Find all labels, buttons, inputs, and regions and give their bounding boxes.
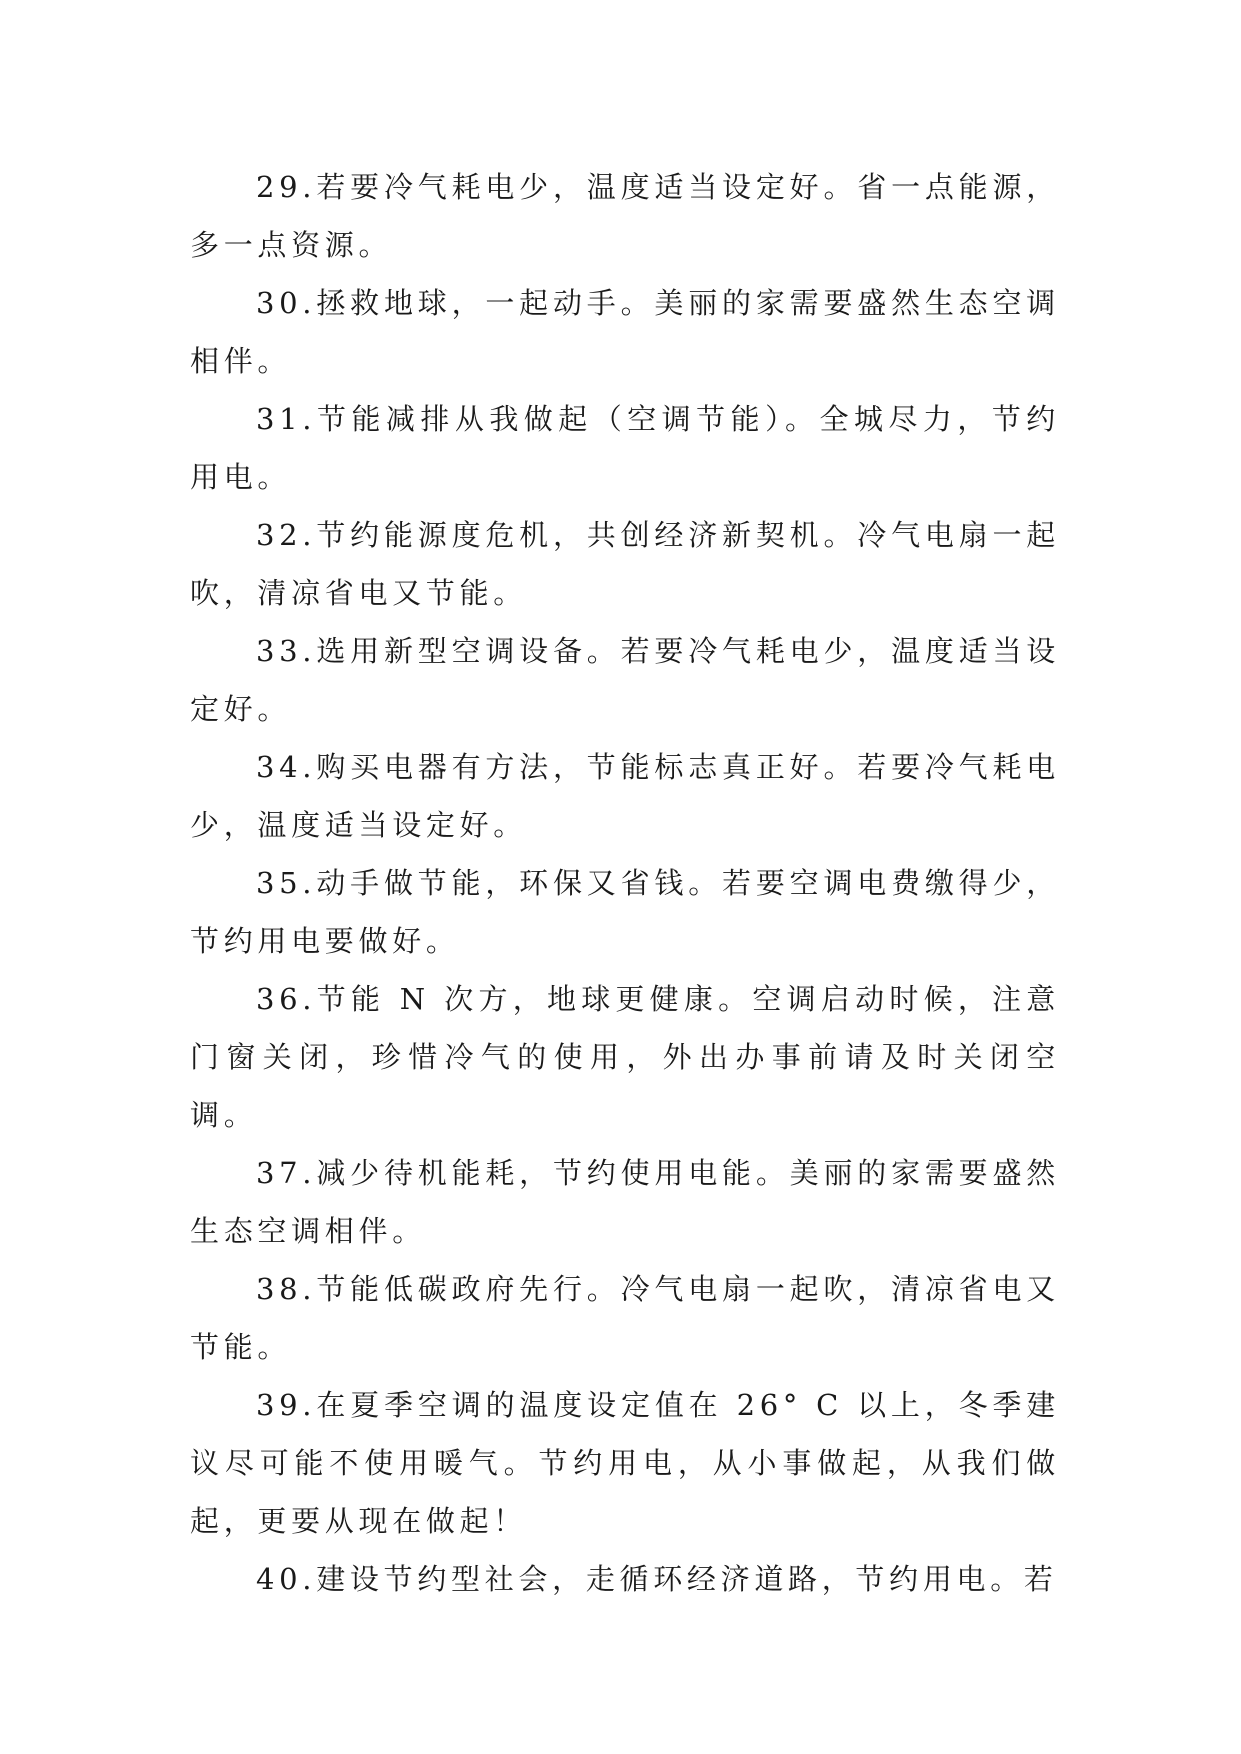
paragraph-29 xyxy=(190,158,1060,274)
paragraph-31 xyxy=(190,390,1060,506)
paragraph-number: 38. xyxy=(256,1272,317,1306)
paragraph-36 xyxy=(190,970,1060,1144)
paragraph-number: 37. xyxy=(256,1156,317,1190)
paragraph-number: 30. xyxy=(256,286,317,320)
paragraph-text: 节能减排从我做起（空调节能）。全城尽力，节约用电。 xyxy=(190,402,1060,494)
paragraph-text: 减少待机能耗，节约使用电能。美丽的家需要盛然生态空调相伴。 xyxy=(190,1156,1060,1248)
paragraph-30 xyxy=(190,274,1060,390)
paragraph-34 xyxy=(190,738,1060,854)
paragraph-text: 建设节约型社会，走循环经济道路，节约用电。若 xyxy=(316,1562,1058,1596)
paragraph-33 xyxy=(190,622,1060,738)
paragraph-text: 节能低碳政府先行。冷气电扇一起吹，清凉省电又节能。 xyxy=(190,1272,1060,1364)
paragraph-38 xyxy=(190,1260,1060,1376)
paragraph-number: 39. xyxy=(256,1388,317,1422)
paragraph-39 xyxy=(190,1376,1060,1550)
document-body xyxy=(190,158,1060,1608)
paragraph-40 xyxy=(190,1550,1060,1608)
paragraph-number: 36. xyxy=(256,982,317,1016)
paragraph-text: 节能 N 次方，地球更健康。空调启动时候，注意门窗关闭，珍惜冷气的使用，外出办事前请及时关闭空调。 xyxy=(190,982,1060,1132)
paragraph-text: 若要冷气耗电少，温度适当设定好。省一点能源，多一点资源。 xyxy=(190,170,1060,262)
paragraph-text: 选用新型空调设备。若要冷气耗电少，温度适当设定好。 xyxy=(190,634,1060,726)
paragraph-32 xyxy=(190,506,1060,622)
paragraph-35 xyxy=(190,854,1060,970)
paragraph-text: 购买电器有方法，节能标志真正好。若要冷气耗电少，温度适当设定好。 xyxy=(190,750,1060,842)
paragraph-number: 33. xyxy=(256,634,317,668)
paragraph-37 xyxy=(190,1144,1060,1260)
paragraph-text: 节约能源度危机，共创经济新契机。冷气电扇一起吹，清凉省电又节能。 xyxy=(190,518,1060,610)
paragraph-number: 34. xyxy=(256,750,317,784)
paragraph-number: 31. xyxy=(256,402,317,436)
paragraph-text: 在夏季空调的温度设定值在 26° C 以上，冬季建议尽可能不使用暖气。节约用电，从小事做起，从我们做起，更要从现在做起！ xyxy=(190,1388,1060,1538)
paragraph-number: 32. xyxy=(256,518,317,552)
paragraph-text: 拯救地球，一起动手。美丽的家需要盛然生态空调相伴。 xyxy=(190,286,1060,378)
paragraph-text: 动手做节能，环保又省钱。若要空调电费缴得少，节约用电要做好。 xyxy=(190,866,1060,958)
paragraph-number: 40. xyxy=(256,1562,317,1596)
paragraph-number: 35. xyxy=(256,866,317,900)
paragraph-number: 29. xyxy=(256,170,317,204)
